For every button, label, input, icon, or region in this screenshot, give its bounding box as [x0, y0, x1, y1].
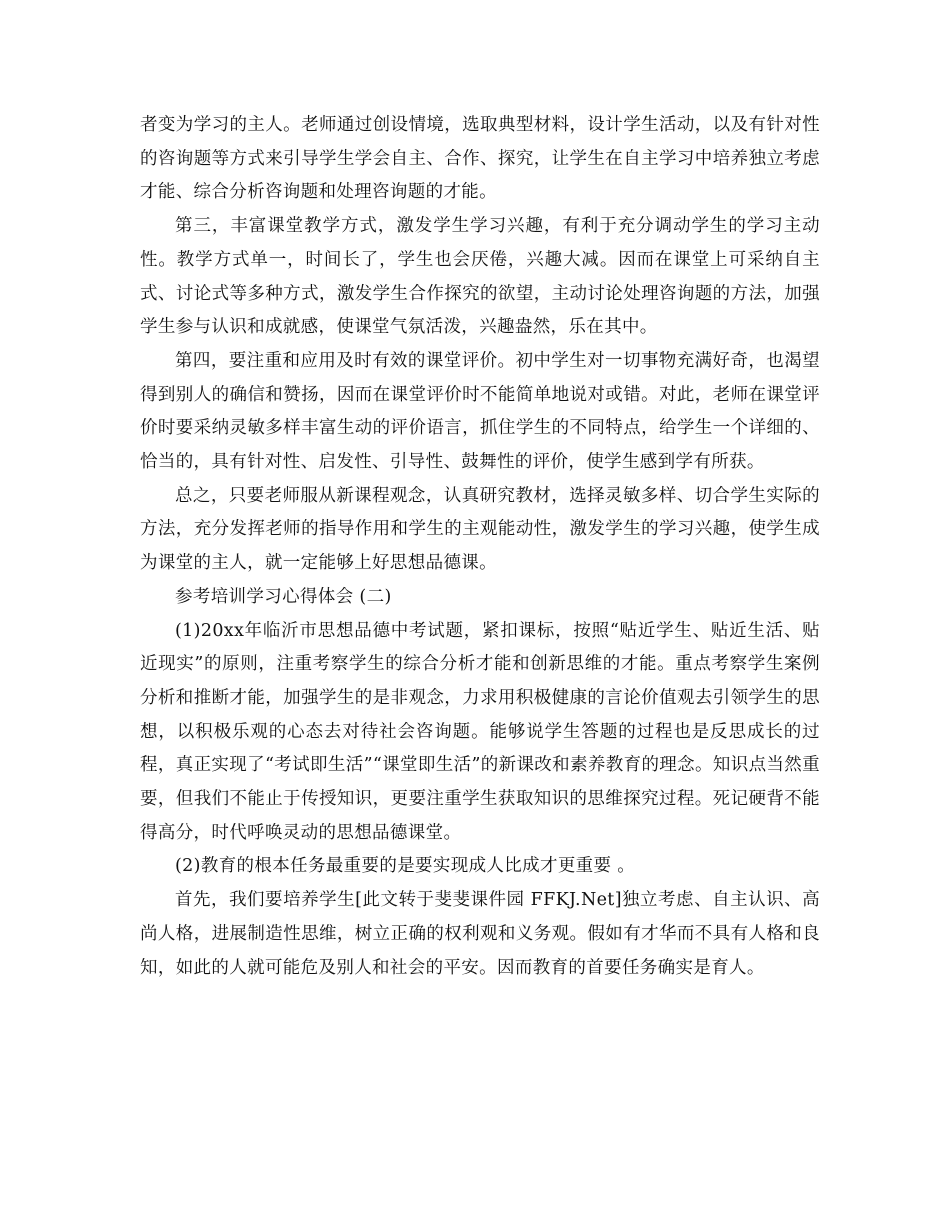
section-heading: 参考培训学习心得体会 (二): [175, 586, 392, 607]
document-body: [140, 109, 820, 985]
paragraph-conclusion: 总之，只要老师服从新课程观念，认真研究教材，选择灵敏多样、切合学生实际的方法，充分发挥老师的指导作用和学生的主观能动性，激发学生的学习兴趣，使学生成为课堂的主人，就一定能够上好思想品德课。: [140, 485, 820, 574]
paragraph-item-1: (1)20xx年临沂市思想品德中考试题，紧扣课标，按照“贴近学生、贴近生活、贴近现实”的原则，注重考察学生的综合分析才能和创新思维的才能。重点考察学生案例分析和推断才能，加强学生的是非观念，力求用积极健康的言论价值观去引领学生的思想，以积极乐观的心态去对待社会咨询题。能够说学生答题的过程也是反思成长的过程，真正实现了“考试即生活”“课堂即生活”的新课改和素养教育的理念。知识点当然重要，但我们不能止于传授知识，更要注重学生获取知识的思维探究过程。死记硬背不能得高分，时代呼唤灵动的思想品德课堂。: [140, 620, 820, 843]
paragraph-first-of-all: 首先，我们要培养学生[此文转于斐斐课件园 FFKJ.Net]独立考虑、自主认识、高尚人格，进展制造性思维，树立正确的权利观和义务观。假如有才华而不具有人格和良知，如此的人就可能危及别人和社会的平安。因而教育的首要任务确实是育人。: [140, 890, 820, 978]
paragraph-third-point: 第三，丰富课堂教学方式，激发学生学习兴趣，有利于充分调动学生的学习主动性。教学方式单一，时间长了，学生也会厌倦，兴趣大减。因而在课堂上可采纳自主式、讨论式等多种方式，激发学生合作探究的欲望，主动讨论处理咨询题的方法，加强学生参与认识和成就感，使课堂气氛活泼，兴趣盎然，乐在其中。: [140, 216, 820, 338]
paragraph-continuation: 者变为学习的主人。老师通过创设情境，选取典型材料，设计学生活动，以及有针对性的咨询题等方式来引导学生学会自主、合作、探究，让学生在自主学习中培养独立考虑才能、综合分析咨询题和处理咨询题的才能。: [140, 115, 820, 203]
paragraph-item-2: (2)教育的根本任务最重要的是要实现成人比成才更重要 。: [175, 856, 636, 877]
paragraph-fourth-point: 第四，要注重和应用及时有效的课堂评价。初中学生对一切事物充满好奇，也渴望得到别人的确信和赞扬，因而在课堂评价时不能简单地说对或错。对此，老师在课堂评价时要采纳灵敏多样丰富生动的评价语言，抓住学生的不同特点，给学生一个详细的、恰当的，具有针对性、启发性、引导性、鼓舞性的评价，使学生感到学有所获。: [140, 350, 820, 473]
